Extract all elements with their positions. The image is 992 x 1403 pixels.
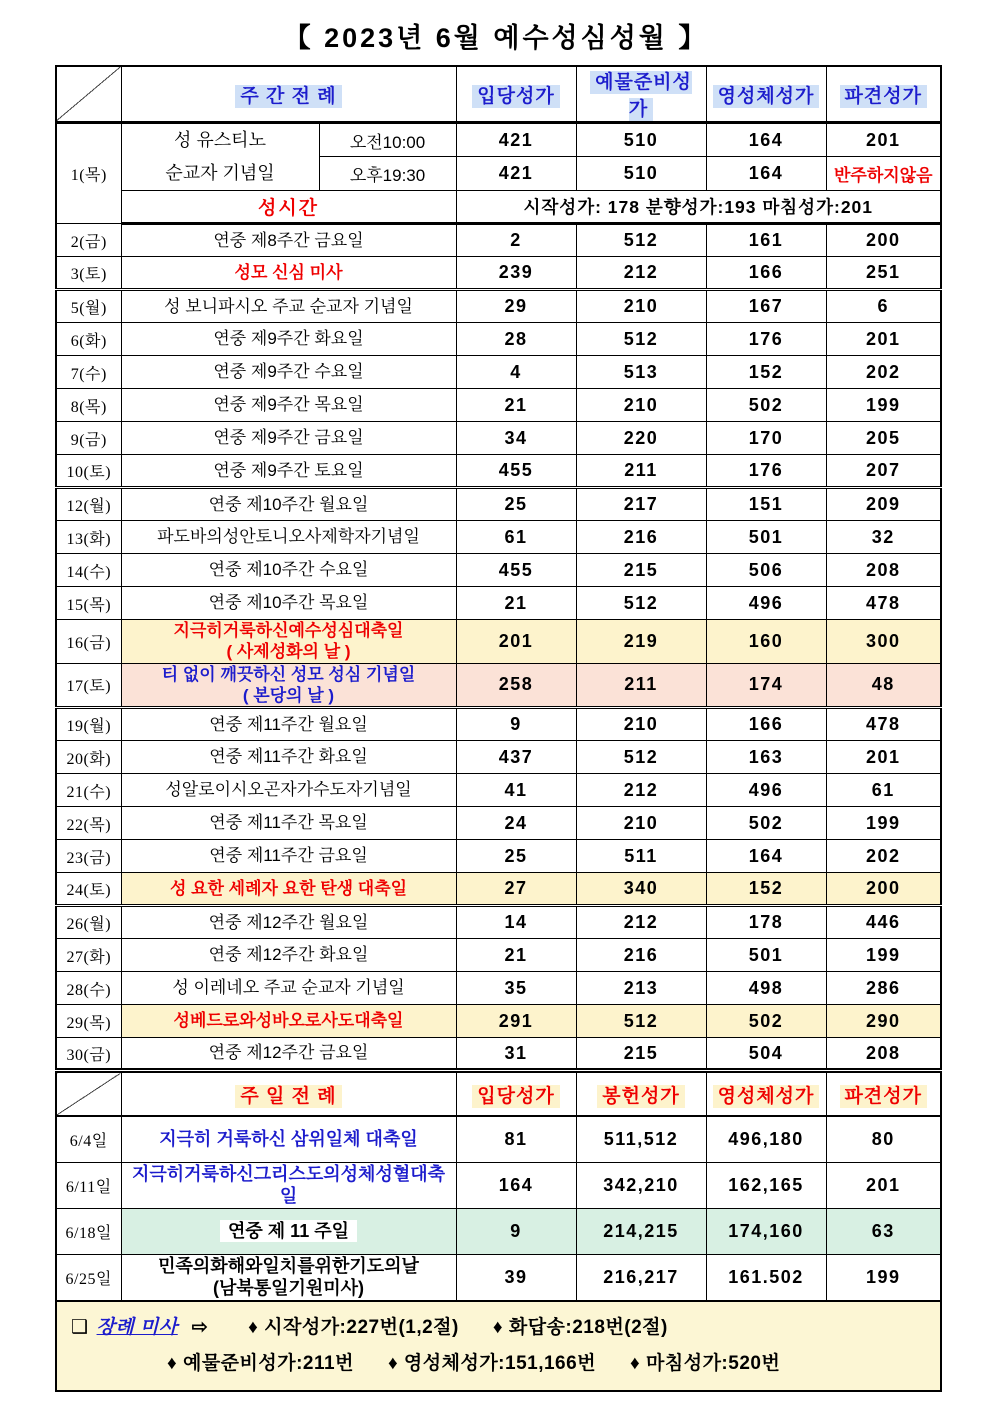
hymn-value-cell: 290 <box>826 1005 941 1038</box>
funeral-line-1 <box>71 1310 930 1346</box>
hymn-value-cell: 510 <box>576 123 706 157</box>
weekday-row <box>56 323 941 356</box>
hymn-value-cell: 163 <box>706 741 826 774</box>
hymn-value-cell: 200 <box>826 873 941 906</box>
liturgy-cell: 지극히 거룩하신 삼위일체 대축일 <box>121 1116 456 1162</box>
weekday-liturgy-label: 주 간 전 례 <box>235 85 341 108</box>
funeral-hymn-item: ♦ 예물준비성가:211번 <box>167 1352 354 1374</box>
liturgy-cell: 연중 제12주간 금요일 <box>121 1038 456 1071</box>
hymn-value-cell: 21 <box>456 587 576 620</box>
corner-diagonal-cell <box>56 66 121 123</box>
liturgy-cell: 성 요한 세례자 요한 탄생 대축일 <box>121 873 456 906</box>
date-cell: 8(목) <box>56 389 121 422</box>
date-cell: 5(월) <box>56 290 121 323</box>
weekday-row <box>56 840 941 873</box>
hymn-value-cell: 510 <box>576 157 706 191</box>
hymn-value-cell: 161 <box>706 224 826 257</box>
hymn-value-cell: 176 <box>706 455 826 488</box>
date-cell: 16(금) <box>56 620 121 664</box>
hymn-value-cell: 421 <box>456 157 576 191</box>
liturgy-cell: 연중 제9주간 목요일 <box>121 389 456 422</box>
funeral-mass-cell <box>56 1301 941 1391</box>
hymn-value-cell: 446 <box>826 906 941 939</box>
hymn-value-cell: 216 <box>576 521 706 554</box>
hymn-value-cell: 21 <box>456 939 576 972</box>
hymn-value-cell: 207 <box>826 455 941 488</box>
hymn-value-cell: 496 <box>706 587 826 620</box>
hymn-value-cell: 27 <box>456 873 576 906</box>
hymn-value-cell: 39 <box>456 1254 576 1301</box>
hymn-value-cell: 212 <box>576 906 706 939</box>
hymn-value-cell: 511,512 <box>576 1116 706 1162</box>
date-cell: 6(화) <box>56 323 121 356</box>
liturgy-cell: 연중 제11주간 목요일 <box>121 807 456 840</box>
hymn-value-cell: 29 <box>456 290 576 323</box>
col-header-entrance: 입당성가 <box>456 66 576 123</box>
funeral-hymn-item: ♦ 화답송:218번(2절) <box>492 1316 668 1338</box>
col-header-entrance: 입당성가 <box>456 1071 576 1117</box>
liturgy-cell: 지극히거룩하신예수성심대축일 ( 사제성화의 날 ) <box>121 620 456 664</box>
hymn-value-cell: 219 <box>576 620 706 664</box>
hymn-value-cell: 4 <box>456 356 576 389</box>
hymn-value-cell: 239 <box>456 257 576 290</box>
hymn-value-cell: 63 <box>826 1208 941 1254</box>
funeral-line-2 <box>71 1346 930 1382</box>
hymn-value-cell: 80 <box>826 1116 941 1162</box>
hymn-value-cell: 211 <box>576 455 706 488</box>
liturgy-cell: 티 없이 깨끗하신 성모 성심 기념일 ( 본당의 날 ) <box>121 663 456 708</box>
hymn-value-cell: 199 <box>826 807 941 840</box>
hymn-value-cell: 506 <box>706 554 826 587</box>
hymn-value-cell: 512 <box>576 587 706 620</box>
hymn-value-cell: 211 <box>576 663 706 708</box>
hymn-value-cell: 164 <box>706 157 826 191</box>
hymn-value-cell: 216,217 <box>576 1254 706 1301</box>
weekday-header-row <box>56 66 941 123</box>
col-header-dismissal: 파견성가 <box>826 1071 941 1117</box>
hymn-value-cell: 25 <box>456 488 576 521</box>
hymn-value-cell: 164 <box>456 1162 576 1208</box>
hymn-value-cell: 504 <box>706 1038 826 1071</box>
liturgy-cell: 성모 신심 미사 <box>121 257 456 290</box>
hymn-value-cell: 201 <box>826 123 941 157</box>
liturgy-cell: 연중 제10주간 수요일 <box>121 554 456 587</box>
date-cell: 12(월) <box>56 488 121 521</box>
liturgy-cell: 연중 제12주간 월요일 <box>121 906 456 939</box>
weekday-header-section <box>56 66 941 224</box>
col-header-communion: 영성체성가 <box>706 1071 826 1117</box>
hymn-value-cell: 162,165 <box>706 1162 826 1208</box>
weekday-row <box>56 906 941 939</box>
hymn-value-cell: 25 <box>456 840 576 873</box>
hymn-value-cell: 478 <box>826 708 941 741</box>
checkbox-icon: ❑ <box>71 1316 89 1338</box>
hymn-value-cell: 167 <box>706 290 826 323</box>
hymn-value-cell: 512 <box>576 323 706 356</box>
liturgy-cell: 성 이레네오 주교 순교자 기념일 <box>121 972 456 1005</box>
date-cell: 19(월) <box>56 708 121 741</box>
hymn-value-cell: 164 <box>706 840 826 873</box>
hymn-value-cell: 215 <box>576 554 706 587</box>
weekday-row <box>56 620 941 664</box>
hymn-value-cell: 300 <box>826 620 941 664</box>
hymn-value-cell: 152 <box>706 356 826 389</box>
date-cell: 6/18일 <box>56 1208 121 1254</box>
weekday-row <box>56 356 941 389</box>
hymn-value-cell: 161.502 <box>706 1254 826 1301</box>
col-header-offertory: 봉헌성가 <box>576 1071 706 1117</box>
hymn-value-cell: 217 <box>576 488 706 521</box>
funeral-hymn-item: ♦ 영성체성가:151,166번 <box>387 1352 597 1374</box>
footer-section <box>56 1301 941 1391</box>
weekday-rows-section <box>56 224 941 1071</box>
date-cell: 7(수) <box>56 356 121 389</box>
hymn-value-cell: 502 <box>706 389 826 422</box>
hymn-value-cell: 502 <box>706 807 826 840</box>
liturgy-cell: 연중 제9주간 금요일 <box>121 422 456 455</box>
hymn-value-cell: 6 <box>826 290 941 323</box>
hymn-value-cell: 209 <box>826 488 941 521</box>
hymn-value-cell: 199 <box>826 939 941 972</box>
mass-time-cell: 오후19:30 <box>319 157 456 191</box>
sunday-row <box>56 1208 941 1254</box>
weekday-row <box>56 972 941 1005</box>
hymn-value-cell: 342,210 <box>576 1162 706 1208</box>
liturgy-cell: 연중 제9주간 토요일 <box>121 455 456 488</box>
date-cell: 30(금) <box>56 1038 121 1071</box>
hymn-value-cell: 220 <box>576 422 706 455</box>
hymn-value-cell: 421 <box>456 123 576 157</box>
liturgy-cell: 민족의화해와일치를위한기도의날 (남북통일기원미사) <box>121 1254 456 1301</box>
hymn-value-cell: 199 <box>826 1254 941 1301</box>
hymn-value-cell: 208 <box>826 554 941 587</box>
liturgy-cell: 연중 제8주간 금요일 <box>121 224 456 257</box>
hymn-value-cell: 41 <box>456 774 576 807</box>
hymn-value-cell: 200 <box>826 224 941 257</box>
hymn-value-cell: 202 <box>826 356 941 389</box>
date-cell: 15(목) <box>56 587 121 620</box>
liturgy-cell: 연중 제11주간 월요일 <box>121 708 456 741</box>
sunday-rows-section <box>56 1116 941 1301</box>
hymn-value-cell: 502 <box>706 1005 826 1038</box>
weekday-row <box>56 587 941 620</box>
hymn-value-cell: 291 <box>456 1005 576 1038</box>
hymn-value-cell: 21 <box>456 389 576 422</box>
weekday-row <box>56 1005 941 1038</box>
hymn-value-cell: 170 <box>706 422 826 455</box>
liturgy-cell: 연중 제11주간 화요일 <box>121 741 456 774</box>
date-cell: 1(목) <box>56 123 121 224</box>
hymn-value-cell: 24 <box>456 807 576 840</box>
date-cell: 23(금) <box>56 840 121 873</box>
hymn-value-cell: 152 <box>706 873 826 906</box>
hymn-value-cell: 151 <box>706 488 826 521</box>
hymn-value-cell: 512 <box>576 224 706 257</box>
date-cell: 9(금) <box>56 422 121 455</box>
hymn-value-cell: 511 <box>576 840 706 873</box>
funeral-mass-label: 장례 미사 <box>96 1316 178 1338</box>
hymn-value-cell: 496,180 <box>706 1116 826 1162</box>
holy-hour-row <box>56 191 941 224</box>
hymn-value-cell: 61 <box>826 774 941 807</box>
liturgy-cell: 연중 제9주간 수요일 <box>121 356 456 389</box>
hymn-value-cell: 512 <box>576 1005 706 1038</box>
hymn-schedule-table <box>55 65 942 1392</box>
hymn-value-cell: 208 <box>826 1038 941 1071</box>
hymn-value-cell: 258 <box>456 663 576 708</box>
weekday-row <box>56 455 941 488</box>
no-accompaniment-cell: 반주하지않음 <box>826 157 941 191</box>
liturgy-cell: 파도바의성안토니오사제학자기념일 <box>121 521 456 554</box>
holy-hour-hymns-cell: 시작성가: 178 분향성가:193 마침성가:201 <box>456 191 941 224</box>
hymn-value-cell: 496 <box>706 774 826 807</box>
hymn-value-cell: 215 <box>576 1038 706 1071</box>
liturgy-cell: 성 보니파시오 주교 순교자 기념일 <box>121 290 456 323</box>
hymn-value-cell: 32 <box>826 521 941 554</box>
hymn-value-cell: 251 <box>826 257 941 290</box>
hymn-value-cell: 455 <box>456 554 576 587</box>
hymn-value-cell: 213 <box>576 972 706 1005</box>
hymn-value-cell: 201 <box>826 323 941 356</box>
liturgy-cell: 성베드로와성바오로사도대축일 <box>121 1005 456 1038</box>
hymn-value-cell: 201 <box>456 620 576 664</box>
hymn-value-cell: 501 <box>706 521 826 554</box>
date-cell: 29(목) <box>56 1005 121 1038</box>
date-cell: 20(화) <box>56 741 121 774</box>
weekday-row <box>56 708 941 741</box>
date-cell: 6/11일 <box>56 1162 121 1208</box>
sunday-header-row <box>56 1071 941 1117</box>
hymn-value-cell: 210 <box>576 807 706 840</box>
hymn-value-cell: 31 <box>456 1038 576 1071</box>
liturgy-cell: 연중 제9주간 화요일 <box>121 323 456 356</box>
mass-time-cell: 오전10:00 <box>319 123 456 157</box>
hymn-value-cell: 512 <box>576 741 706 774</box>
hymn-value-cell: 35 <box>456 972 576 1005</box>
day1-morning-row <box>56 123 941 157</box>
weekday-row <box>56 422 941 455</box>
hymn-value-cell: 455 <box>456 455 576 488</box>
hymn-value-cell: 176 <box>706 323 826 356</box>
weekday-row <box>56 1038 941 1071</box>
liturgy-cell: 연중 제11주간 금요일 <box>121 840 456 873</box>
weekday-row <box>56 521 941 554</box>
corner-diagonal-cell <box>56 1071 121 1117</box>
weekday-row <box>56 939 941 972</box>
hymn-value-cell: 9 <box>456 708 576 741</box>
page-title: 【 2023년 6월 예수성심성월 】 <box>283 23 709 53</box>
date-cell: 6/25일 <box>56 1254 121 1301</box>
hymn-value-cell: 210 <box>576 389 706 422</box>
right-arrow-icon: ⇨ <box>191 1316 209 1338</box>
hymn-value-cell: 199 <box>826 389 941 422</box>
hymn-value-cell: 501 <box>706 939 826 972</box>
sunday-row <box>56 1116 941 1162</box>
sunday-liturgy-label: 주 일 전 례 <box>235 1085 341 1108</box>
hymn-value-cell: 340 <box>576 873 706 906</box>
date-cell: 24(토) <box>56 873 121 906</box>
funeral-hymn-item: ♦ 시작성가:227번(1,2절) <box>248 1316 459 1338</box>
date-cell: 10(토) <box>56 455 121 488</box>
hymn-value-cell: 212 <box>576 257 706 290</box>
liturgy-cell: 성알로이시오곤자가수도자기념일 <box>121 774 456 807</box>
weekday-row <box>56 257 941 290</box>
weekday-row <box>56 873 941 906</box>
date-cell: 26(월) <box>56 906 121 939</box>
hymn-value-cell: 205 <box>826 422 941 455</box>
weekday-row <box>56 663 941 708</box>
hymn-value-cell: 210 <box>576 708 706 741</box>
hymn-value-cell: 214,215 <box>576 1208 706 1254</box>
liturgy-cell: 연중 제10주간 목요일 <box>121 587 456 620</box>
liturgy-cell: 지극히거룩하신그리스도의성체성혈대축일 <box>121 1162 456 1208</box>
hymn-value-cell: 201 <box>826 741 941 774</box>
hymn-value-cell: 478 <box>826 587 941 620</box>
hymn-value-cell: 437 <box>456 741 576 774</box>
date-cell: 22(목) <box>56 807 121 840</box>
sunday-row <box>56 1162 941 1208</box>
hymn-value-cell: 513 <box>576 356 706 389</box>
hymn-value-cell: 160 <box>706 620 826 664</box>
weekday-liturgy-header <box>121 66 456 123</box>
date-cell: 3(토) <box>56 257 121 290</box>
weekday-row <box>56 290 941 323</box>
hymn-value-cell: 166 <box>706 257 826 290</box>
hymn-value-cell: 166 <box>706 708 826 741</box>
date-cell: 17(토) <box>56 663 121 708</box>
hymn-value-cell: 14 <box>456 906 576 939</box>
col-header-dismissal: 파견성가 <box>826 66 941 123</box>
weekday-row <box>56 224 941 257</box>
hymn-value-cell: 498 <box>706 972 826 1005</box>
weekday-row <box>56 389 941 422</box>
hymn-value-cell: 164 <box>706 123 826 157</box>
liturgy-cell: 연중 제12주간 화요일 <box>121 939 456 972</box>
hymn-value-cell: 61 <box>456 521 576 554</box>
liturgy-cell: 성 유스티노 순교자 기념일 <box>121 123 319 191</box>
date-cell: 21(수) <box>56 774 121 807</box>
hymn-value-cell: 216 <box>576 939 706 972</box>
hymn-value-cell: 174 <box>706 663 826 708</box>
weekday-row <box>56 774 941 807</box>
weekday-row <box>56 807 941 840</box>
liturgy-cell <box>121 1208 456 1254</box>
holy-hour-label-cell: 성시간 <box>121 191 456 224</box>
date-cell: 6/4일 <box>56 1116 121 1162</box>
hymn-value-cell: 210 <box>576 290 706 323</box>
sunday-liturgy-header <box>121 1071 456 1117</box>
col-header-communion: 영성체성가 <box>706 66 826 123</box>
hymn-value-cell: 178 <box>706 906 826 939</box>
hymn-value-cell: 81 <box>456 1116 576 1162</box>
hymn-value-cell: 9 <box>456 1208 576 1254</box>
hymn-value-cell: 48 <box>826 663 941 708</box>
sunday-header-section <box>56 1071 941 1117</box>
hymn-value-cell: 28 <box>456 323 576 356</box>
hymn-value-cell: 201 <box>826 1162 941 1208</box>
date-cell: 27(화) <box>56 939 121 972</box>
hymn-value-cell: 212 <box>576 774 706 807</box>
hymn-value-cell: 286 <box>826 972 941 1005</box>
liturgy-cell: 연중 제10주간 월요일 <box>121 488 456 521</box>
liturgy-label: 연중 제 11 주일 <box>220 1220 357 1242</box>
hymn-value-cell: 202 <box>826 840 941 873</box>
hymn-value-cell: 34 <box>456 422 576 455</box>
sunday-row <box>56 1254 941 1301</box>
hymn-value-cell: 174,160 <box>706 1208 826 1254</box>
hymn-value-cell: 2 <box>456 224 576 257</box>
weekday-row <box>56 488 941 521</box>
date-cell: 13(화) <box>56 521 121 554</box>
col-header-offertory-prep: 예물준비성가 <box>576 66 706 123</box>
date-cell: 28(수) <box>56 972 121 1005</box>
funeral-hymn-item: ♦ 마침성가:520번 <box>630 1352 781 1374</box>
weekday-row <box>56 741 941 774</box>
date-cell: 2(금) <box>56 224 121 257</box>
funeral-mass-row <box>56 1301 941 1391</box>
weekday-row <box>56 554 941 587</box>
date-cell: 14(수) <box>56 554 121 587</box>
